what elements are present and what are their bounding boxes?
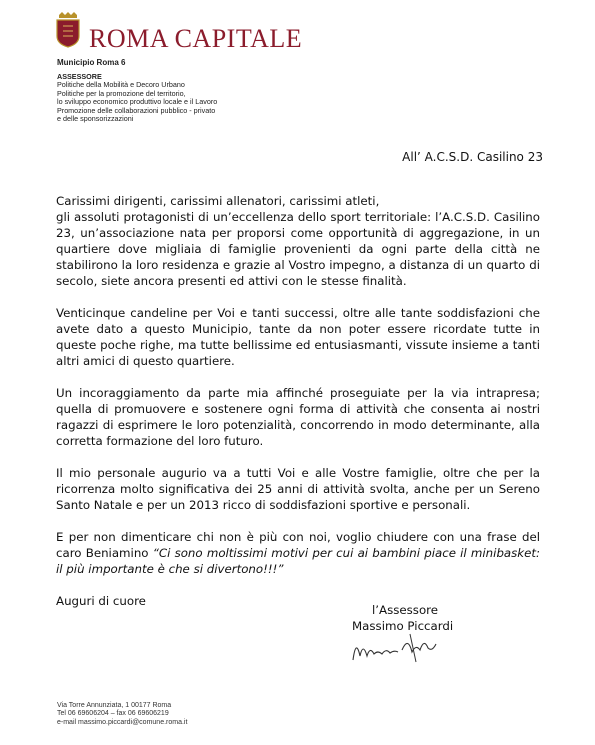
paragraph-quote xyxy=(56,529,540,577)
brand-name: ROMA CAPITALE xyxy=(89,24,303,53)
signature-title: l’Assessore xyxy=(372,603,439,617)
recipient: All’ A.C.S.D. Casilino 23 xyxy=(402,150,543,164)
footer-phone: Tel 06 69606204 – fax 06 69606219 xyxy=(57,710,169,718)
assessore-line: Politiche per la promozione del territorio, xyxy=(57,88,186,98)
assessore-heading: ASSESSORE xyxy=(57,72,102,81)
greeting: Carissimi dirigenti, carissimi allenatori, carissimi atleti, xyxy=(56,194,380,208)
footer-email: e-mail massimo.piccardi@comune.roma.it xyxy=(57,718,188,726)
roma-emblem-icon xyxy=(55,12,81,48)
assessore-block xyxy=(57,73,217,123)
assessore-line: Politiche della Mobilità e Decoro Urbano xyxy=(57,80,185,90)
footer-address: Via Torre Annunziata, 1 00177 Roma xyxy=(57,702,172,709)
paragraph: Un incoraggiamento da parte mia affinché proseguiate per la via intrapresa; quella di promuovere e sostenere ogni forma di attività che consenta ai nostri ragazzi di esprimere le loro potenzialità, concorrendo in modo determinante, alla corretta formazione del loro futuro. xyxy=(56,386,540,448)
footer-contacts xyxy=(57,702,187,727)
handwritten-signature xyxy=(350,632,440,666)
paragraph: Il mio personale augurio va a tutti Voi e alle Vostre famiglie, oltre che per la ricorrenza molto significativa dei 25 anni di attività svolta, anche per un Sereno Santo Natale e per un 2013 ricco di soddisfazioni sportive e personali. xyxy=(56,466,540,512)
signature-block xyxy=(352,602,453,634)
paragraph: Venticinque candeline per Voi e tanti successi, oltre alle tante soddisfazioni che avete dato a questo Municipio, tante da non poter essere ricordate tutte in queste poche righe, ma tutte bellissime ed entusiasmanti, vissute insieme a tanti altri amici di questo quartiere. xyxy=(56,306,540,368)
paragraph: gli assoluti protagonisti di un’eccellenza dello sport territoriale: l’A.C.S.D. Casilino 23, un’associazione nata per proporsi come opportunità di aggregazione, in un quartiere dove migliaia di famiglie provenienti da ogni parte della città ne stabilirono la loro residenza e grazie al Vostro impegno, a distanza di un quarto di secolo, siete ancora presenti ed attivi con le stesse finalità. xyxy=(56,210,540,288)
municipio-name: Municipio Roma 6 xyxy=(57,58,126,67)
letter-body xyxy=(56,193,540,625)
closing: Auguri di cuore xyxy=(56,594,146,608)
signature-name: Massimo Piccardi xyxy=(352,619,454,633)
letterhead xyxy=(55,10,575,124)
quote-intro: E per non dimenticare chi non è più con noi, voglio chiudere con una frase del caro Beniamino xyxy=(56,530,540,560)
quote-text: “Ci sono moltissimi motivi per cui ai bambini piace il minibasket: il più importante è che si divertono!!!” xyxy=(56,546,540,576)
assessore-line: Promozione delle collaborazioni pubblico - privato xyxy=(57,105,216,115)
assessore-line: lo sviluppo economico produttivo locale e il Lavoro xyxy=(57,97,218,107)
assessore-line: e delle sponsorizzazioni xyxy=(57,114,134,124)
